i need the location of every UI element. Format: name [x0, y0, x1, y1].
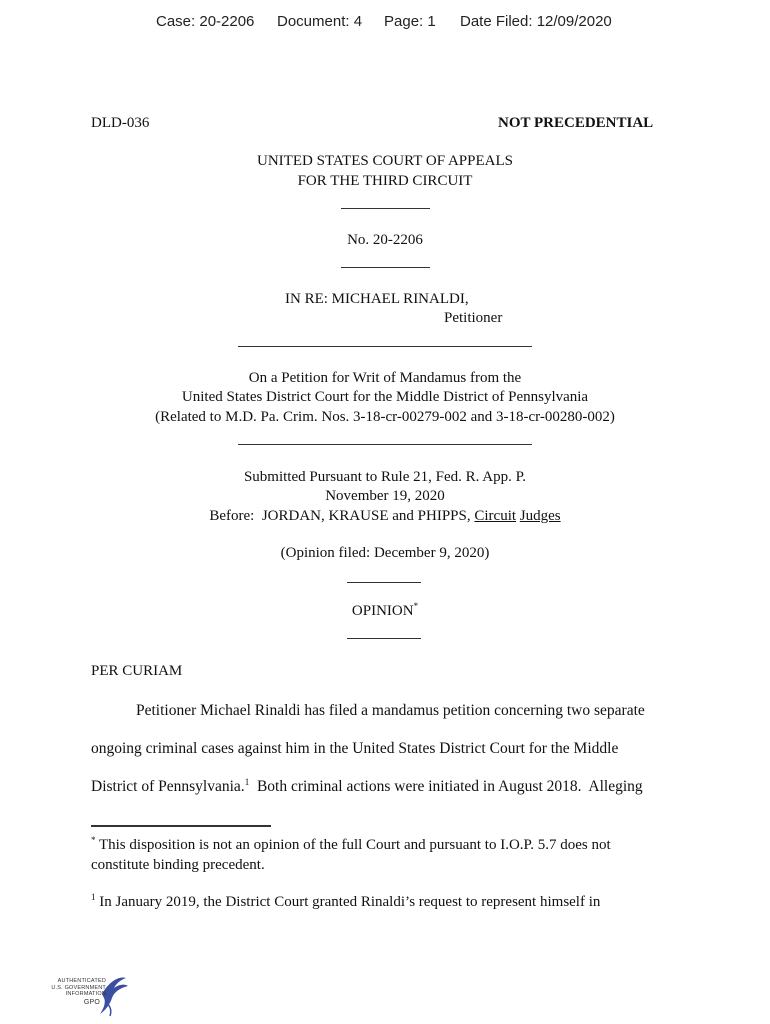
body-line-1: Petitioner Michael Rinaldi has filed a mandamus petition concerning two separate	[136, 702, 645, 719]
divider	[238, 346, 532, 347]
panel-judges: Before: JORDAN, KRAUSE and PHIPPS,	[209, 508, 475, 524]
header-document: Document: 4	[277, 13, 363, 30]
gpo-authentication-logo	[40, 972, 130, 1018]
divider	[341, 208, 430, 209]
petition-line1: On a Petition for Writ of Mandamus from the	[248, 370, 522, 386]
court-name-line2: FOR THE THIRD CIRCUIT	[297, 173, 473, 189]
panel-line	[0, 507, 770, 526]
footnote-star-cont: constitute binding precedent.	[91, 857, 265, 873]
body-line-2: ongoing criminal cases against him in the United States District Court for the Middle	[91, 740, 619, 757]
divider	[347, 582, 421, 583]
footnote-1: $^1$ In January 2019, the District Court granted Rinaldi’s request to represent himself in	[91, 892, 601, 910]
header-date-filed: Date Filed: 12/09/2020	[460, 13, 612, 30]
opinion-footnote-mark: *	[413, 601, 419, 611]
submitted-date: November 19, 2020	[325, 488, 445, 504]
doc-code: DLD-036	[91, 115, 150, 131]
docket-number: No. 20-2206	[347, 232, 423, 248]
header-page: Page: 1	[384, 13, 436, 30]
case-caption: IN RE: MICHAEL RINALDI,	[285, 291, 469, 307]
submitted-line: Submitted Pursuant to Rule 21, Fed. R. App. P.	[243, 469, 527, 485]
body-line-3: District of Pennsylvania.$^1$ Both criminal actions were initiated in August 2018. Alleging	[91, 777, 643, 795]
footnote-star-mark: *	[91, 835, 96, 845]
per-curiam: PER CURIAM	[91, 663, 183, 679]
opinion-heading: OPINION*	[351, 601, 419, 619]
footnote-1-ref: 1	[244, 777, 250, 787]
footnote-separator	[91, 825, 271, 827]
judges-word: Judges	[519, 508, 561, 524]
footnote-star: * This disposition is not an opinion of the full Court and pursuant to I.O.P. 5.7 does not	[91, 835, 611, 853]
circuit-word: Circuit	[474, 508, 517, 524]
header-case: Case: 20-2206	[156, 13, 255, 30]
party-role: Petitioner	[444, 310, 503, 326]
footnote-1-mark: 1	[91, 892, 96, 902]
divider	[238, 444, 532, 445]
precedential-label: NOT PRECEDENTIAL	[498, 115, 654, 131]
court-name-line1: UNITED STATES COURT OF APPEALS	[257, 153, 513, 169]
divider	[341, 267, 430, 268]
petition-line3: (Related to M.D. Pa. Crim. Nos. 3-18-cr-00279-002 and 3-18-cr-00280-002)	[155, 409, 615, 425]
divider	[347, 638, 421, 639]
opinion-filed-date: (Opinion filed: December 9, 2020)	[280, 545, 490, 561]
petition-line2: United States District Court for the Middle District of Pennsylvania	[181, 389, 589, 405]
gpo-logo-text: AUTHENTICATED U.S. GOVERNMENT INFORMATION GPO	[51, 978, 106, 1006]
